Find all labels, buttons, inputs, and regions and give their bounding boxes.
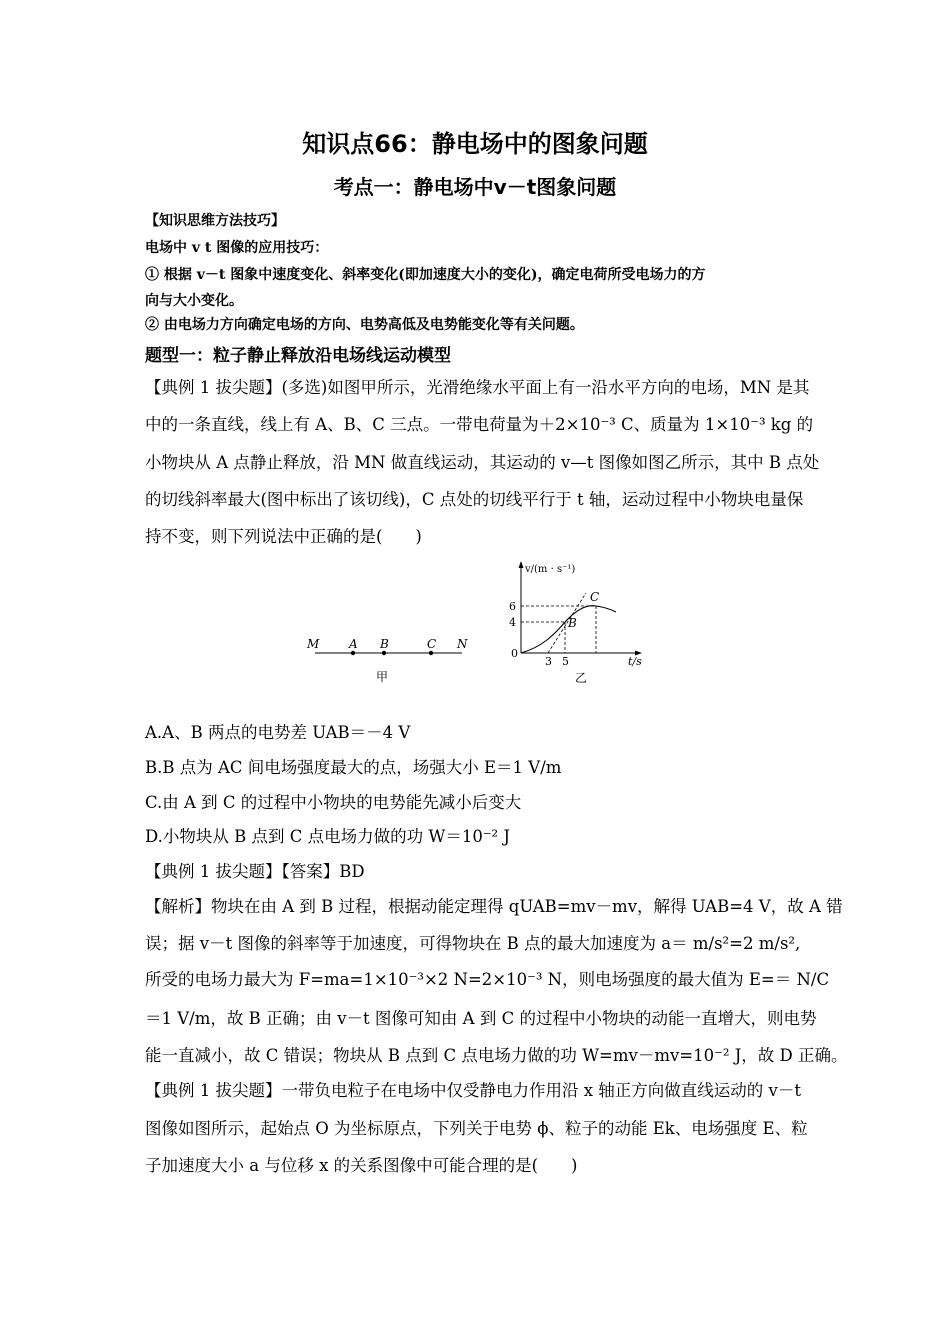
x-tick-3: 3	[545, 655, 552, 668]
type-heading: 题型一：粒子静止释放沿电场线运动模型	[145, 346, 451, 366]
example1-line: 的切线斜率最大(图中标出了该切线)，C 点处的切线平行于 t 轴，运动过程中小物块电量保	[145, 490, 804, 509]
x-axis-label: t/s	[628, 655, 642, 668]
y-axis-arrow	[519, 561, 524, 568]
point-label-m: M	[307, 637, 320, 651]
method-line: 向与大小变化。	[145, 293, 243, 309]
option-b: B.B 点为 AC 间电场强度最大的点，场强大小 E＝1 V/m	[145, 758, 562, 777]
method-line: ① 根据 v－t 图象中速度变化、斜率变化(即加速度大小的变化)，确定电荷所受电场力的方	[145, 267, 706, 283]
method-line: ② 由电场力方向确定电场的方向、电势高低及电势能变化等有关问题。	[145, 317, 584, 333]
analysis-line: 所受的电场力最大为 F=ma=1×10⁻³×2 N=2×10⁻³ N，则电场强度的最大值为 E=＝ N/C	[145, 970, 830, 989]
method-line: 电场中 v t 图像的应用技巧：	[145, 240, 329, 256]
point-c-dot	[429, 651, 433, 655]
example2-line: 【典例 1 拔尖题】一带负电粒子在电场中仅受静电力作用沿 x 轴正方向做直线运动的 v－t	[145, 1081, 801, 1100]
origin-label: 0	[511, 647, 518, 660]
caption-yi: 乙	[575, 671, 588, 685]
section-subtitle: 考点一：静电场中v－t图象问题	[333, 175, 617, 199]
page-title: 知识点66：静电场中的图象问题	[302, 130, 648, 158]
example1-line: 中的一条直线，线上有 A、B、C 三点。一带电荷量为＋2×10⁻³ C、质量为 1×10⁻³ kg 的	[145, 415, 814, 434]
option-a: A.A、B 两点的电势差 UAB＝－4 V	[145, 723, 411, 742]
point-label-c: C	[427, 637, 437, 651]
option-c: C.由 A 到 C 的过程中小物块的电势能先减小后变大	[145, 793, 522, 812]
method-heading: 【知识思维方法技巧】	[145, 213, 285, 229]
caption-jia: 甲	[376, 670, 389, 684]
y-axis-label: v/(m · s⁻¹)	[525, 564, 576, 575]
example1-line: 【典例 1 拔尖题】(多选)如图甲所示，光滑绝缘水平面上有一沿水平方向的电场，MN 是其	[145, 378, 810, 397]
example2-line: 子加速度大小 a 与位移 x 的关系图像中可能合理的是( )	[145, 1156, 578, 1175]
analysis-line: 误；据 v－t 图像的斜率等于加速度，可得物块在 B 点的最大加速度为 a＝ m/s²=2 m/s²,	[145, 934, 801, 953]
tangent-line-b	[548, 593, 586, 653]
analysis-line: 能一直减小，故 C 错误；物块从 B 点到 C 点电场力做的功 W=mv－mv=10⁻² J，故 D 正确。	[145, 1046, 848, 1065]
x-tick-5: 5	[562, 655, 569, 668]
y-tick-4: 4	[509, 616, 516, 629]
point-label-n: N	[457, 637, 468, 651]
analysis-line: 【解析】物块在由 A 到 B 过程，根据动能定理得 qUAB=mv－mv，解得 UAB=4 V，故 A 错	[145, 897, 843, 916]
option-d: D.小物块从 B 点到 C 点电场力做的功 W＝10⁻² J	[145, 827, 510, 846]
answer-line: 【典例 1 拔尖题】【答案】BD	[145, 862, 365, 881]
point-label-a: A	[349, 637, 358, 651]
figure-jia-yi	[290, 555, 660, 690]
curve-point-c: C	[590, 590, 600, 604]
example2-line: 图像如图所示，起始点 O 为坐标原点，下列关于电势 ϕ、粒子的动能 Ek、电场强度 E、粒	[145, 1119, 808, 1138]
example1-line: 小物块从 A 点静止释放，沿 MN 做直线运动，其运动的 v—t 图像如图乙所示，其中 B 点处	[145, 453, 820, 472]
point-b-dot	[382, 651, 386, 655]
point-a-dot	[351, 651, 355, 655]
analysis-line: ＝1 V/m，故 B 正确；由 v－t 图像可知由 A 到 C 的过程中小物块的动能一直增大，则电势	[145, 1009, 817, 1028]
point-label-b: B	[380, 637, 389, 651]
y-tick-6: 6	[509, 600, 516, 613]
curve-point-b: B	[568, 616, 577, 630]
example1-line: 持不变，则下列说法中正确的是( )	[145, 527, 422, 546]
